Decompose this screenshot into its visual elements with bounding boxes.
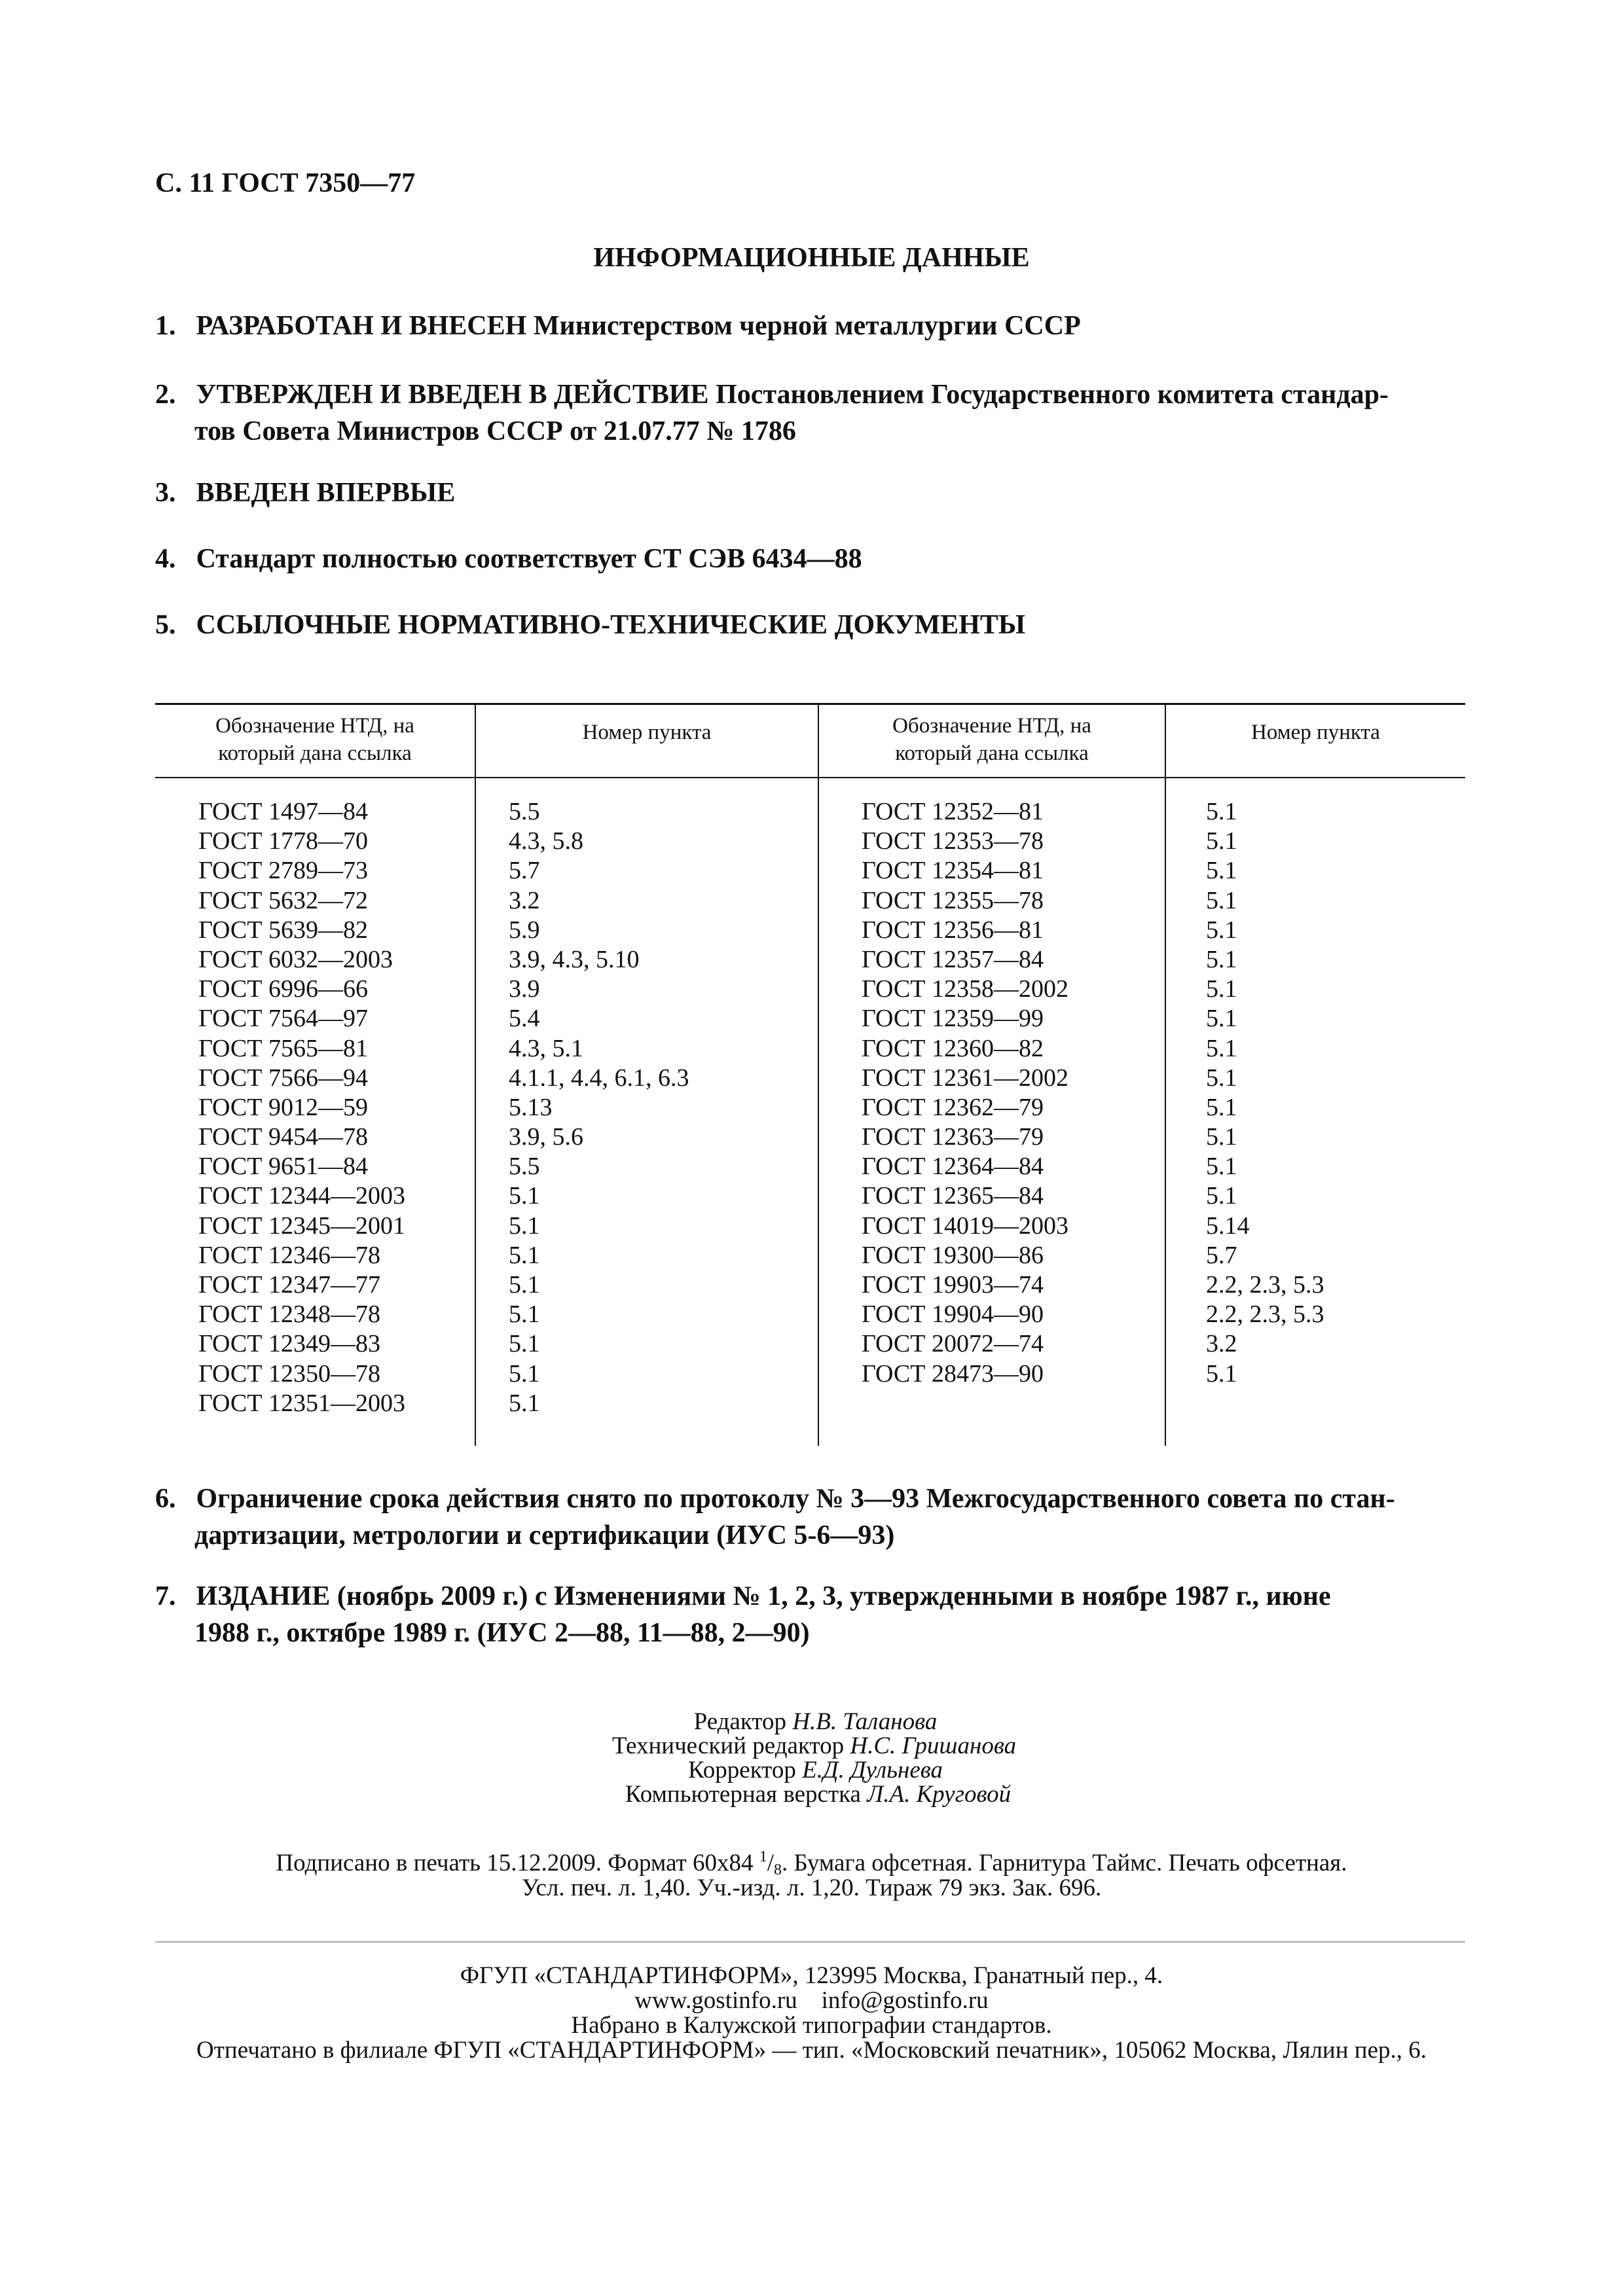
table-cell: ГОСТ 19300—86 xyxy=(862,1241,1044,1269)
table-cell: ГОСТ 6996—66 xyxy=(198,975,368,1003)
table-cell: 5.13 xyxy=(509,1093,553,1121)
table-cell: 5.5 xyxy=(509,798,540,825)
table-cell: ГОСТ 9454—78 xyxy=(198,1123,368,1151)
table-cell: 3.2 xyxy=(1206,1330,1237,1358)
table-cell: ГОСТ 20072—74 xyxy=(862,1330,1044,1358)
credits-block xyxy=(0,1710,1623,1806)
table-cell: 5.1 xyxy=(1206,886,1237,914)
table-cell: 5.1 xyxy=(1206,916,1237,944)
table-cell: ГОСТ 19903—74 xyxy=(862,1271,1044,1299)
table-cell: 5.1 xyxy=(509,1330,540,1358)
table-cell: ГОСТ 12346—78 xyxy=(198,1241,380,1269)
table-cell: ГОСТ 12355—78 xyxy=(862,886,1044,914)
table-cell: 5.1 xyxy=(1206,1153,1237,1181)
table-cell: 5.1 xyxy=(509,1241,540,1269)
credit-tech-editor: Технический редактор Н.С. Гришанова xyxy=(611,1732,1017,1759)
publisher-address: ФГУП «СТАНДАРТИНФОРМ», 123995 Москва, Гранатный пер., 4. xyxy=(460,1962,1163,1989)
table-column-divider xyxy=(818,703,819,1446)
table-cell: 5.1 xyxy=(1206,827,1237,855)
item-number: 7. xyxy=(155,1581,176,1611)
item-lead: ССЫЛОЧНЫЕ НОРМАТИВНО-ТЕХНИЧЕСКИЕ ДОКУМЕНТЫ xyxy=(196,610,1026,640)
table-cell: 5.1 xyxy=(509,1359,540,1388)
table-cell: ГОСТ 5639—82 xyxy=(198,916,368,944)
info-item-4 xyxy=(155,541,1465,577)
table-cell: ГОСТ 12344—2003 xyxy=(198,1182,405,1210)
table-cell: 5.1 xyxy=(1206,857,1237,885)
table-header-designation: Обозначение НТД, на который дана ссылка xyxy=(892,714,1091,765)
table-cell: 3.2 xyxy=(509,886,540,914)
table-cell: 5.1 xyxy=(1206,1005,1237,1033)
table-cell: 5.14 xyxy=(1206,1211,1250,1240)
item-text: Стандарт полностью соответствует СТ СЭВ 6434—88 xyxy=(196,544,862,574)
credit-editor: Редактор Н.В. Таланова xyxy=(693,1708,938,1735)
imprint-line-2: Усл. печ. л. 1,40. Уч.-изд. л. 1,20. Тираж 79 экз. Зак. 696. xyxy=(521,1874,1102,1901)
item-text-continued: тов Совета Министров СССР от 21.07.77 № 1786 xyxy=(194,416,796,446)
table-cell: ГОСТ 12356—81 xyxy=(862,916,1044,944)
table-cell: 5.1 xyxy=(1206,975,1237,1003)
info-item-6 xyxy=(155,1480,1465,1554)
table-cell: 5.9 xyxy=(509,916,540,944)
table-cell: 5.7 xyxy=(1206,1241,1237,1269)
item-number: 6. xyxy=(155,1484,176,1514)
table-cell: 2.2, 2.3, 5.3 xyxy=(1206,1271,1324,1299)
table-cell: ГОСТ 7566—94 xyxy=(198,1064,368,1092)
item-lead: РАЗРАБОТАН И ВНЕСЕН xyxy=(196,311,527,341)
table-cell: ГОСТ 12360—82 xyxy=(862,1034,1044,1062)
table-top-rule xyxy=(155,703,1465,705)
table-cell: 4.3, 5.8 xyxy=(509,827,583,855)
item-lead: ИЗДАНИЕ xyxy=(196,1581,331,1611)
table-cell: ГОСТ 12364—84 xyxy=(862,1153,1044,1181)
table-left-clauses xyxy=(509,797,689,1418)
table-cell: ГОСТ 12363—79 xyxy=(862,1123,1044,1151)
table-cell: ГОСТ 1778—70 xyxy=(198,827,368,855)
table-cell: 3.9, 5.6 xyxy=(509,1123,583,1151)
typeset-note: Набрано в Калужской типографии стандартов. xyxy=(571,2012,1052,2039)
table-cell: ГОСТ 5632—72 xyxy=(198,886,368,914)
table-header-clause: Номер пункта xyxy=(582,721,712,744)
table-cell: 5.1 xyxy=(1206,798,1237,825)
table-cell: ГОСТ 12359—99 xyxy=(862,1005,1044,1033)
info-item-7 xyxy=(155,1578,1465,1651)
page-header: С. 11 ГОСТ 7350—77 xyxy=(155,168,416,198)
item-text-continued: 1988 г., октябре 1989 г. (ИУС 2—88, 11—88, 2—90) xyxy=(194,1618,810,1648)
table-cell: 4.3, 5.1 xyxy=(509,1034,583,1062)
item-number: 2. xyxy=(155,380,176,410)
table-cell: 5.1 xyxy=(509,1389,540,1417)
table-cell: 5.1 xyxy=(1206,1034,1237,1062)
table-cell: ГОСТ 12365—84 xyxy=(862,1182,1044,1210)
item-text: Министерством черной металлургии СССР xyxy=(533,311,1081,341)
table-cell: ГОСТ 12351—2003 xyxy=(198,1389,405,1417)
page-title: ИНФОРМАЦИОННЫЕ ДАННЫЕ xyxy=(593,243,1030,273)
table-cell: 2.2, 2.3, 5.3 xyxy=(1206,1300,1324,1329)
table-cell: ГОСТ 6032—2003 xyxy=(198,945,393,973)
table-cell: ГОСТ 12352—81 xyxy=(862,798,1044,825)
email-link[interactable]: info@gostinfo.ru xyxy=(821,1987,989,2014)
table-right-clauses xyxy=(1206,797,1324,1389)
table-cell: ГОСТ 28473—90 xyxy=(862,1359,1044,1388)
publisher-contacts xyxy=(0,1988,1623,2013)
info-item-5 xyxy=(155,607,1465,643)
item-number: 1. xyxy=(155,311,176,341)
table-header-clause: Номер пункта xyxy=(1251,721,1380,744)
table-cell: 5.4 xyxy=(509,1005,540,1033)
table-cell: 5.1 xyxy=(509,1300,540,1329)
table-cell: ГОСТ 12347—77 xyxy=(198,1271,380,1299)
table-cell: ГОСТ 1497—84 xyxy=(198,798,368,825)
table-cell: 5.1 xyxy=(1206,1359,1237,1388)
item-text-continued: дартизации, метрологии и сертификации (ИУС 5-6—93) xyxy=(194,1520,895,1551)
website-link[interactable]: www.gostinfo.ru xyxy=(634,1987,797,2014)
table-cell: ГОСТ 12353—78 xyxy=(862,827,1044,855)
table-cell: 5.1 xyxy=(1206,1123,1237,1151)
info-item-2 xyxy=(155,376,1465,450)
table-cell: 5.5 xyxy=(509,1153,540,1181)
item-lead: ВВЕДЕН ВПЕРВЫЕ xyxy=(196,478,456,508)
table-column-divider xyxy=(1165,703,1166,1446)
table-cell: 5.1 xyxy=(1206,1182,1237,1210)
table-cell: 3.9 xyxy=(509,975,540,1003)
item-number: 4. xyxy=(155,544,176,574)
table-cell: 3.9, 4.3, 5.10 xyxy=(509,945,640,973)
table-cell: ГОСТ 14019—2003 xyxy=(862,1211,1068,1240)
table-cell: ГОСТ 12362—79 xyxy=(862,1093,1044,1121)
table-cell: ГОСТ 12348—78 xyxy=(198,1300,380,1329)
item-number: 5. xyxy=(155,610,176,640)
footer-divider xyxy=(155,1941,1465,1943)
credit-corrector: Корректор Е.Д. Дульнева xyxy=(687,1757,943,1784)
table-cell: ГОСТ 12361—2002 xyxy=(862,1064,1068,1092)
item-number: 3. xyxy=(155,478,176,508)
info-item-3 xyxy=(155,475,1465,511)
table-cell: 5.1 xyxy=(1206,945,1237,973)
imprint-block xyxy=(0,1848,1623,1901)
info-item-1 xyxy=(155,308,1465,344)
table-cell: ГОСТ 19904—90 xyxy=(862,1300,1044,1329)
imprint-line-1: Подписано в печать 15.12.2009. Формат 60x84 $^1/_8$. Бумага офсетная. Гарнитура Таймс. Печать офсетная. xyxy=(276,1848,1347,1878)
table-cell: 5.1 xyxy=(509,1211,540,1240)
table-cell: ГОСТ 12350—78 xyxy=(198,1359,380,1388)
table-cell: ГОСТ 12345—2001 xyxy=(198,1211,405,1240)
item-text: Ограничение срока действия снято по протоколу № 3—93 Межгосударственного совета по стан- xyxy=(196,1484,1395,1514)
table-cell: 5.1 xyxy=(1206,1093,1237,1121)
table-cell: ГОСТ 2789—73 xyxy=(198,857,368,885)
table-cell: 4.1.1, 4.4, 6.1, 6.3 xyxy=(509,1064,689,1092)
table-cell: 5.7 xyxy=(509,857,540,885)
credit-layout: Компьютерная верстка Л.А. Круговой xyxy=(625,1781,1012,1808)
table-cell: ГОСТ 7565—81 xyxy=(198,1034,368,1062)
table-cell: ГОСТ 9651—84 xyxy=(198,1153,368,1181)
table-cell: ГОСТ 12358—2002 xyxy=(862,975,1068,1003)
item-text: Постановлением Государственного комитета стандар- xyxy=(716,380,1389,410)
table-cell: ГОСТ 7564—97 xyxy=(198,1005,368,1033)
item-text: (ноябрь 2009 г.) с Изменениями № 1, 2, 3, утвержденными в ноябре 1987 г., июне xyxy=(337,1581,1331,1611)
table-cell: ГОСТ 12354—81 xyxy=(862,857,1044,885)
table-header-rule xyxy=(155,777,1465,778)
table-header-designation: Обозначение НТД, на который дана ссылка xyxy=(215,714,414,765)
printed-note: Отпечатано в филиале ФГУП «СТАНДАРТИНФОРМ» — тип. «Московский печатник», 105062 Москва, Лялин пер., 6. xyxy=(196,2037,1427,2064)
table-cell: 5.1 xyxy=(509,1271,540,1299)
item-lead: УТВЕРЖДЕН И ВВЕДЕН В ДЕЙСТВИЕ xyxy=(196,380,709,410)
table-cell: ГОСТ 12349—83 xyxy=(198,1330,380,1358)
table-cell: ГОСТ 9012—59 xyxy=(198,1093,368,1121)
table-left-docs xyxy=(198,797,405,1418)
table-cell: 5.1 xyxy=(509,1182,540,1210)
table-column-divider xyxy=(475,703,476,1446)
table-right-docs xyxy=(862,797,1068,1389)
table-cell: ГОСТ 12357—84 xyxy=(862,945,1044,973)
publisher-footer xyxy=(0,1964,1623,2063)
table-cell: 5.1 xyxy=(1206,1064,1237,1092)
